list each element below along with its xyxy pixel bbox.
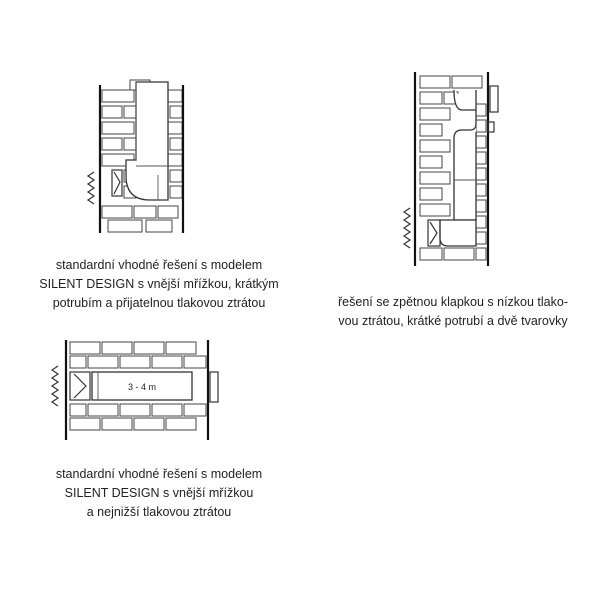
caption-line: SILENT DESIGN s vnější mřížkou, krátkým bbox=[39, 277, 279, 291]
caption-vertical-backflow bbox=[306, 293, 600, 331]
caption-line: řešení se zpětnou klapkou s nízkou tlako- bbox=[338, 295, 568, 309]
fan-unit bbox=[70, 372, 90, 400]
straight-duct bbox=[92, 372, 192, 400]
diagram-vertical-short bbox=[88, 80, 183, 233]
caption-horizontal bbox=[14, 465, 304, 522]
caption-line: a nejnižší tlakovou ztrátou bbox=[86, 505, 232, 519]
outer-grille bbox=[88, 172, 94, 204]
outer-grille bbox=[52, 366, 58, 406]
caption-vertical-short bbox=[14, 256, 304, 313]
caption-line: potrubím a přijatelnou tlakovou ztrátou bbox=[52, 296, 266, 310]
outer-grille bbox=[404, 208, 410, 248]
wall-outlet-box bbox=[210, 372, 218, 402]
caption-line: standardní vhodné řešení s modelem bbox=[55, 467, 263, 481]
fan-unit bbox=[112, 170, 122, 196]
caption-line: vou ztrátou, krátké potrubí a dvě tvarovky bbox=[338, 314, 568, 328]
wall-outlet-box bbox=[488, 86, 498, 132]
diagram-horizontal bbox=[52, 340, 218, 440]
fan-unit bbox=[428, 220, 440, 246]
caption-line: standardní vhodné řešení s modelem bbox=[55, 258, 263, 272]
diagram-vertical-backflow bbox=[404, 72, 498, 266]
duct-length-label: 3 - 4 m bbox=[127, 382, 157, 392]
caption-line: SILENT DESIGN s vnější mřížkou bbox=[64, 486, 254, 500]
